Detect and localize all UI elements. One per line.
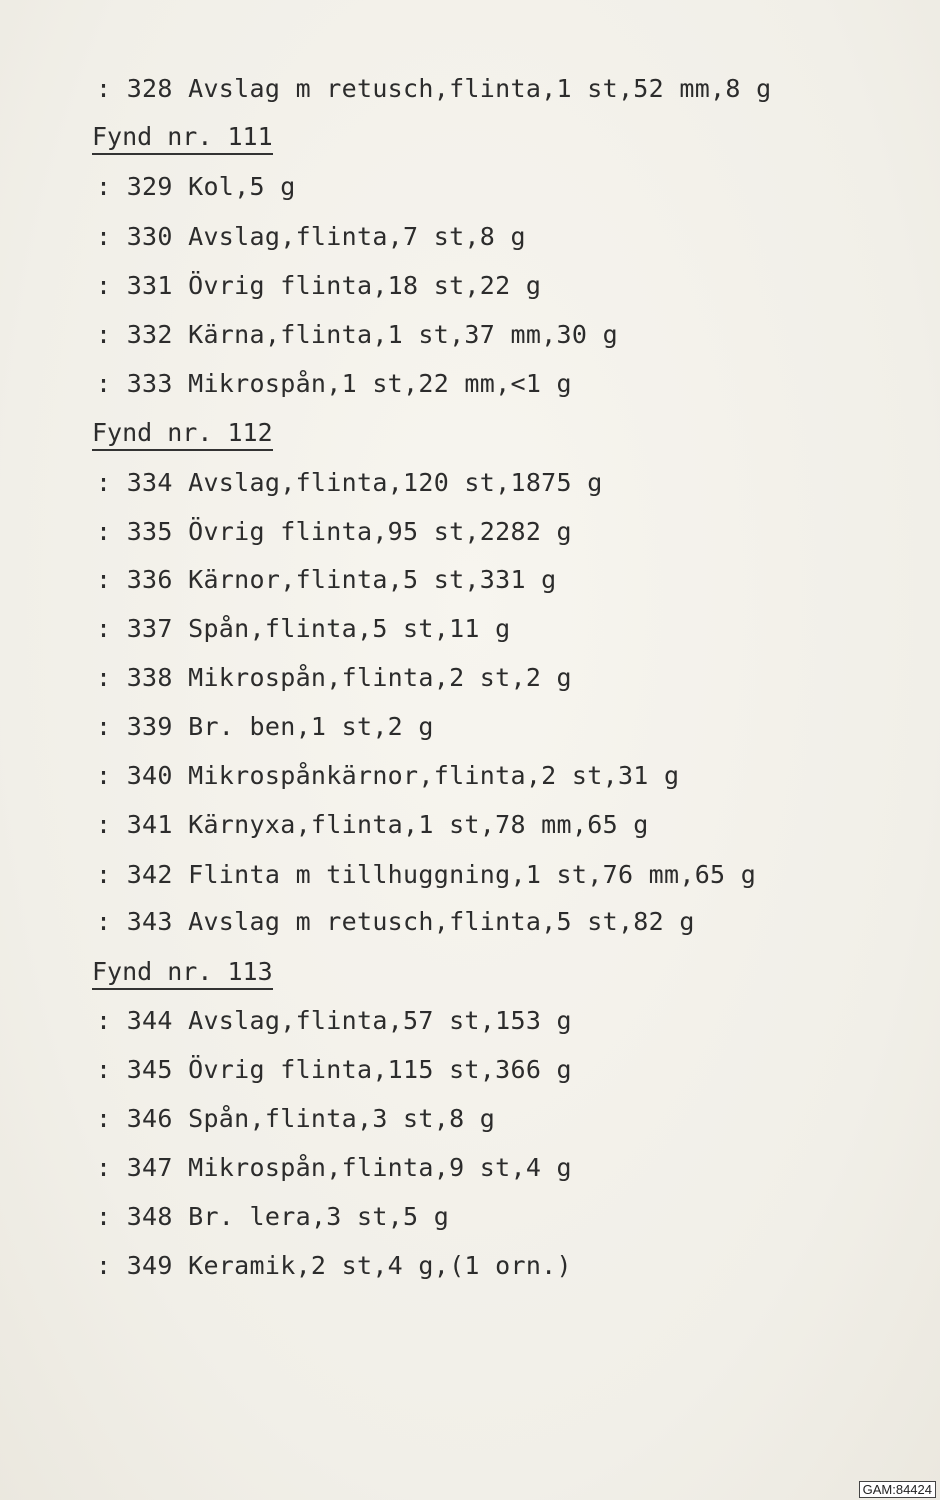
entry-334: : 334 Avslag,flinta,120 st,1875 g <box>96 468 603 497</box>
entry-328: : 328 Avslag m retusch,flinta,1 st,52 mm,8 g <box>96 74 772 103</box>
entry-343: : 343 Avslag m retusch,flinta,5 st,82 g <box>96 907 695 936</box>
entry-344: : 344 Avslag,flinta,57 st,153 g <box>96 1006 572 1035</box>
entry-349: : 349 Keramik,2 st,4 g,(1 orn.) <box>96 1251 572 1280</box>
entry-332: : 332 Kärna,flinta,1 st,37 mm,30 g <box>96 320 618 349</box>
fynd-heading-113: Fynd nr. 113 <box>92 957 273 990</box>
fynd-heading-111: Fynd nr. 111 <box>92 122 273 155</box>
entry-336: : 336 Kärnor,flinta,5 st,331 g <box>96 565 557 594</box>
entry-331: : 331 Övrig flinta,18 st,22 g <box>96 271 542 300</box>
fynd-heading-112: Fynd nr. 112 <box>92 418 273 451</box>
entry-330: : 330 Avslag,flinta,7 st,8 g <box>96 222 526 251</box>
entry-337: : 337 Spån,flinta,5 st,11 g <box>96 614 511 643</box>
entry-333: : 333 Mikrospån,1 st,22 mm,<1 g <box>96 369 572 398</box>
entry-340: : 340 Mikrospånkärnor,flinta,2 st,31 g <box>96 761 680 790</box>
entry-342: : 342 Flinta m tillhuggning,1 st,76 mm,65 g <box>96 860 757 889</box>
entry-346: : 346 Spån,flinta,3 st,8 g <box>96 1104 496 1133</box>
entry-329: : 329 Kol,5 g <box>96 172 296 201</box>
entry-338: : 338 Mikrospån,flinta,2 st,2 g <box>96 663 572 692</box>
catalog-reference-label: GAM:84424 <box>859 1481 936 1498</box>
entry-335: : 335 Övrig flinta,95 st,2282 g <box>96 517 572 546</box>
entry-347: : 347 Mikrospån,flinta,9 st,4 g <box>96 1153 572 1182</box>
entry-348: : 348 Br. lera,3 st,5 g <box>96 1202 450 1231</box>
entry-345: : 345 Övrig flinta,115 st,366 g <box>96 1055 572 1084</box>
entry-339: : 339 Br. ben,1 st,2 g <box>96 712 434 741</box>
entry-341: : 341 Kärnyxa,flinta,1 st,78 mm,65 g <box>96 810 649 839</box>
